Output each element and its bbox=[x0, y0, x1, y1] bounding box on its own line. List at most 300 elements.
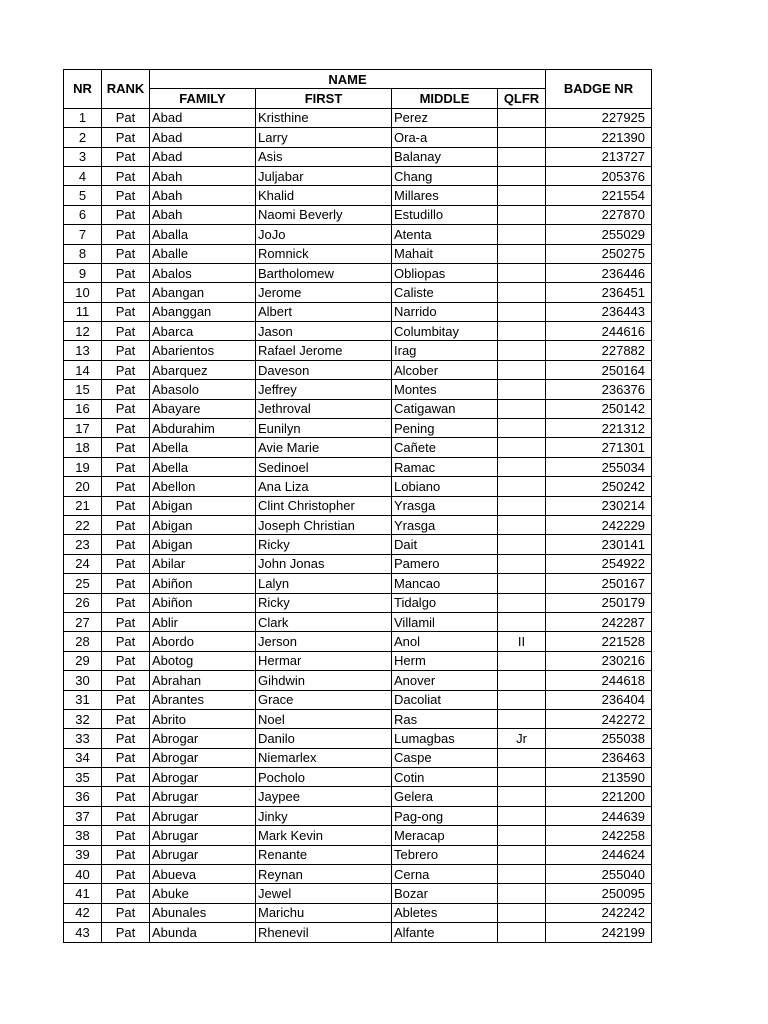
cell-first-name: Kristhine bbox=[256, 108, 392, 127]
cell-nr: 5 bbox=[64, 186, 102, 205]
cell-middle-name: Narrido bbox=[392, 302, 498, 321]
cell-badge-nr: 213590 bbox=[546, 768, 652, 787]
cell-rank: Pat bbox=[102, 671, 150, 690]
cell-rank: Pat bbox=[102, 729, 150, 748]
table-row bbox=[64, 225, 652, 244]
cell-first-name: Danilo bbox=[256, 729, 392, 748]
cell-badge-nr: 227870 bbox=[546, 205, 652, 224]
header-badge-nr: BADGE NR bbox=[546, 70, 652, 109]
cell-rank: Pat bbox=[102, 554, 150, 573]
cell-badge-nr: 250242 bbox=[546, 477, 652, 496]
cell-middle-name: Chang bbox=[392, 166, 498, 185]
cell-first-name: Naomi Beverly bbox=[256, 205, 392, 224]
cell-rank: Pat bbox=[102, 147, 150, 166]
cell-rank: Pat bbox=[102, 574, 150, 593]
table-row bbox=[64, 593, 652, 612]
cell-family-name: Abah bbox=[150, 205, 256, 224]
cell-first-name: Jinky bbox=[256, 806, 392, 825]
cell-qualifier bbox=[498, 128, 546, 147]
table-row bbox=[64, 399, 652, 418]
cell-badge-nr: 236376 bbox=[546, 380, 652, 399]
cell-family-name: Abrogar bbox=[150, 768, 256, 787]
cell-family-name: Abad bbox=[150, 108, 256, 127]
cell-badge-nr: 244618 bbox=[546, 671, 652, 690]
cell-family-name: Abuke bbox=[150, 884, 256, 903]
table-row bbox=[64, 457, 652, 476]
cell-first-name: Daveson bbox=[256, 360, 392, 379]
cell-badge-nr: 242242 bbox=[546, 903, 652, 922]
cell-nr: 21 bbox=[64, 496, 102, 515]
cell-middle-name: Cotin bbox=[392, 768, 498, 787]
cell-qualifier bbox=[498, 709, 546, 728]
cell-badge-nr: 213727 bbox=[546, 147, 652, 166]
cell-nr: 32 bbox=[64, 709, 102, 728]
cell-badge-nr: 250179 bbox=[546, 593, 652, 612]
cell-family-name: Abrugar bbox=[150, 787, 256, 806]
cell-badge-nr: 221554 bbox=[546, 186, 652, 205]
cell-rank: Pat bbox=[102, 787, 150, 806]
cell-badge-nr: 250275 bbox=[546, 244, 652, 263]
table-row bbox=[64, 903, 652, 922]
cell-nr: 4 bbox=[64, 166, 102, 185]
cell-qualifier bbox=[498, 380, 546, 399]
cell-badge-nr: 242272 bbox=[546, 709, 652, 728]
cell-badge-nr: 221312 bbox=[546, 419, 652, 438]
cell-badge-nr: 250164 bbox=[546, 360, 652, 379]
cell-family-name: Abunda bbox=[150, 923, 256, 942]
cell-qualifier bbox=[498, 865, 546, 884]
table-row bbox=[64, 923, 652, 942]
table-row bbox=[64, 128, 652, 147]
cell-middle-name: Ras bbox=[392, 709, 498, 728]
cell-nr: 6 bbox=[64, 205, 102, 224]
cell-rank: Pat bbox=[102, 128, 150, 147]
cell-middle-name: Mahait bbox=[392, 244, 498, 263]
cell-family-name: Abigan bbox=[150, 535, 256, 554]
cell-middle-name: Yrasga bbox=[392, 515, 498, 534]
cell-first-name: Jerome bbox=[256, 283, 392, 302]
cell-family-name: Abasolo bbox=[150, 380, 256, 399]
cell-first-name: Rhenevil bbox=[256, 923, 392, 942]
cell-family-name: Abigan bbox=[150, 496, 256, 515]
cell-family-name: Abellon bbox=[150, 477, 256, 496]
cell-rank: Pat bbox=[102, 826, 150, 845]
cell-rank: Pat bbox=[102, 612, 150, 631]
cell-rank: Pat bbox=[102, 186, 150, 205]
cell-family-name: Abigan bbox=[150, 515, 256, 534]
cell-qualifier bbox=[498, 593, 546, 612]
table-row bbox=[64, 438, 652, 457]
cell-nr: 20 bbox=[64, 477, 102, 496]
cell-family-name: Aballa bbox=[150, 225, 256, 244]
cell-first-name: Niemarlex bbox=[256, 748, 392, 767]
cell-qualifier bbox=[498, 806, 546, 825]
cell-badge-nr: 271301 bbox=[546, 438, 652, 457]
cell-family-name: Abiñon bbox=[150, 574, 256, 593]
cell-badge-nr: 250167 bbox=[546, 574, 652, 593]
cell-qualifier bbox=[498, 302, 546, 321]
cell-rank: Pat bbox=[102, 806, 150, 825]
table-row bbox=[64, 632, 652, 651]
cell-first-name: Clark bbox=[256, 612, 392, 631]
cell-rank: Pat bbox=[102, 515, 150, 534]
cell-first-name: Rafael Jerome bbox=[256, 341, 392, 360]
cell-qualifier bbox=[498, 845, 546, 864]
cell-rank: Pat bbox=[102, 225, 150, 244]
cell-middle-name: Perez bbox=[392, 108, 498, 127]
cell-nr: 31 bbox=[64, 690, 102, 709]
cell-nr: 14 bbox=[64, 360, 102, 379]
cell-first-name: Renante bbox=[256, 845, 392, 864]
cell-rank: Pat bbox=[102, 263, 150, 282]
cell-qualifier: Jr bbox=[498, 729, 546, 748]
cell-qualifier bbox=[498, 438, 546, 457]
table-row bbox=[64, 709, 652, 728]
cell-badge-nr: 244639 bbox=[546, 806, 652, 825]
cell-qualifier bbox=[498, 225, 546, 244]
cell-nr: 43 bbox=[64, 923, 102, 942]
cell-nr: 8 bbox=[64, 244, 102, 263]
table-body bbox=[64, 108, 652, 942]
cell-first-name: Avie Marie bbox=[256, 438, 392, 457]
cell-family-name: Ablir bbox=[150, 612, 256, 631]
cell-nr: 3 bbox=[64, 147, 102, 166]
cell-qualifier bbox=[498, 166, 546, 185]
table-row bbox=[64, 108, 652, 127]
table-row bbox=[64, 147, 652, 166]
table-row bbox=[64, 496, 652, 515]
cell-rank: Pat bbox=[102, 496, 150, 515]
header-qlfr: QLFR bbox=[498, 89, 546, 108]
cell-qualifier bbox=[498, 612, 546, 631]
cell-rank: Pat bbox=[102, 923, 150, 942]
cell-middle-name: Villamil bbox=[392, 612, 498, 631]
cell-family-name: Abrito bbox=[150, 709, 256, 728]
cell-badge-nr: 254922 bbox=[546, 554, 652, 573]
cell-middle-name: Atenta bbox=[392, 225, 498, 244]
cell-family-name: Abordo bbox=[150, 632, 256, 651]
cell-badge-nr: 230141 bbox=[546, 535, 652, 554]
cell-badge-nr: 255040 bbox=[546, 865, 652, 884]
cell-rank: Pat bbox=[102, 419, 150, 438]
cell-qualifier bbox=[498, 923, 546, 942]
cell-middle-name: Anover bbox=[392, 671, 498, 690]
cell-first-name: Lalyn bbox=[256, 574, 392, 593]
cell-nr: 22 bbox=[64, 515, 102, 534]
table-row bbox=[64, 166, 652, 185]
cell-nr: 30 bbox=[64, 671, 102, 690]
cell-qualifier bbox=[498, 748, 546, 767]
cell-middle-name: Balanay bbox=[392, 147, 498, 166]
cell-nr: 29 bbox=[64, 651, 102, 670]
cell-middle-name: Alcober bbox=[392, 360, 498, 379]
cell-middle-name: Cañete bbox=[392, 438, 498, 457]
cell-badge-nr: 236451 bbox=[546, 283, 652, 302]
cell-badge-nr: 244624 bbox=[546, 845, 652, 864]
cell-middle-name: Lumagbas bbox=[392, 729, 498, 748]
header-family: FAMILY bbox=[150, 89, 256, 108]
cell-nr: 34 bbox=[64, 748, 102, 767]
cell-nr: 10 bbox=[64, 283, 102, 302]
cell-qualifier bbox=[498, 574, 546, 593]
cell-family-name: Abayare bbox=[150, 399, 256, 418]
table-row bbox=[64, 535, 652, 554]
cell-first-name: Sedinoel bbox=[256, 457, 392, 476]
cell-family-name: Abah bbox=[150, 186, 256, 205]
table-row bbox=[64, 186, 652, 205]
cell-family-name: Abilar bbox=[150, 554, 256, 573]
cell-qualifier bbox=[498, 826, 546, 845]
cell-first-name: Clint Christopher bbox=[256, 496, 392, 515]
header-name: NAME bbox=[150, 70, 546, 89]
header-middle: MIDDLE bbox=[392, 89, 498, 108]
cell-family-name: Abdurahim bbox=[150, 419, 256, 438]
cell-badge-nr: 221528 bbox=[546, 632, 652, 651]
cell-middle-name: Gelera bbox=[392, 787, 498, 806]
cell-rank: Pat bbox=[102, 360, 150, 379]
cell-qualifier bbox=[498, 360, 546, 379]
cell-rank: Pat bbox=[102, 845, 150, 864]
cell-rank: Pat bbox=[102, 593, 150, 612]
table-row bbox=[64, 205, 652, 224]
table-row bbox=[64, 748, 652, 767]
cell-badge-nr: 227925 bbox=[546, 108, 652, 127]
cell-badge-nr: 250142 bbox=[546, 399, 652, 418]
cell-first-name: Gihdwin bbox=[256, 671, 392, 690]
cell-first-name: Jerson bbox=[256, 632, 392, 651]
cell-first-name: Ricky bbox=[256, 535, 392, 554]
cell-rank: Pat bbox=[102, 709, 150, 728]
cell-nr: 18 bbox=[64, 438, 102, 457]
cell-family-name: Abangan bbox=[150, 283, 256, 302]
cell-middle-name: Pag-ong bbox=[392, 806, 498, 825]
cell-qualifier bbox=[498, 477, 546, 496]
cell-first-name: Ricky bbox=[256, 593, 392, 612]
cell-middle-name: Meracap bbox=[392, 826, 498, 845]
cell-middle-name: Anol bbox=[392, 632, 498, 651]
cell-badge-nr: 242229 bbox=[546, 515, 652, 534]
cell-family-name: Abiñon bbox=[150, 593, 256, 612]
table-row bbox=[64, 419, 652, 438]
table-row bbox=[64, 826, 652, 845]
cell-middle-name: Alfante bbox=[392, 923, 498, 942]
cell-rank: Pat bbox=[102, 748, 150, 767]
cell-qualifier bbox=[498, 283, 546, 302]
cell-rank: Pat bbox=[102, 244, 150, 263]
table-row bbox=[64, 322, 652, 341]
cell-family-name: Abrogar bbox=[150, 729, 256, 748]
cell-nr: 16 bbox=[64, 399, 102, 418]
table-row bbox=[64, 283, 652, 302]
cell-middle-name: Millares bbox=[392, 186, 498, 205]
cell-qualifier bbox=[498, 515, 546, 534]
cell-first-name: Jewel bbox=[256, 884, 392, 903]
cell-family-name: Abrugar bbox=[150, 845, 256, 864]
cell-middle-name: Tidalgo bbox=[392, 593, 498, 612]
cell-middle-name: Lobiano bbox=[392, 477, 498, 496]
table-row bbox=[64, 787, 652, 806]
cell-rank: Pat bbox=[102, 283, 150, 302]
cell-first-name: John Jonas bbox=[256, 554, 392, 573]
cell-middle-name: Montes bbox=[392, 380, 498, 399]
cell-middle-name: Columbitay bbox=[392, 322, 498, 341]
cell-first-name: Jaypee bbox=[256, 787, 392, 806]
cell-qualifier bbox=[498, 903, 546, 922]
cell-badge-nr: 221390 bbox=[546, 128, 652, 147]
cell-first-name: Marichu bbox=[256, 903, 392, 922]
cell-rank: Pat bbox=[102, 903, 150, 922]
cell-rank: Pat bbox=[102, 457, 150, 476]
cell-first-name: Jason bbox=[256, 322, 392, 341]
cell-middle-name: Catigawan bbox=[392, 399, 498, 418]
cell-badge-nr: 236463 bbox=[546, 748, 652, 767]
cell-qualifier bbox=[498, 419, 546, 438]
cell-badge-nr: 221200 bbox=[546, 787, 652, 806]
cell-badge-nr: 236446 bbox=[546, 263, 652, 282]
cell-nr: 9 bbox=[64, 263, 102, 282]
cell-badge-nr: 255034 bbox=[546, 457, 652, 476]
cell-family-name: Abueva bbox=[150, 865, 256, 884]
cell-qualifier bbox=[498, 496, 546, 515]
cell-family-name: Abella bbox=[150, 457, 256, 476]
cell-rank: Pat bbox=[102, 438, 150, 457]
cell-first-name: Asis bbox=[256, 147, 392, 166]
cell-family-name: Abrogar bbox=[150, 748, 256, 767]
table-header bbox=[64, 70, 652, 109]
cell-qualifier bbox=[498, 690, 546, 709]
cell-nr: 39 bbox=[64, 845, 102, 864]
cell-middle-name: Irag bbox=[392, 341, 498, 360]
cell-nr: 27 bbox=[64, 612, 102, 631]
table-row bbox=[64, 768, 652, 787]
cell-nr: 12 bbox=[64, 322, 102, 341]
cell-nr: 11 bbox=[64, 302, 102, 321]
table-row bbox=[64, 865, 652, 884]
cell-qualifier bbox=[498, 768, 546, 787]
cell-nr: 1 bbox=[64, 108, 102, 127]
cell-middle-name: Dacoliat bbox=[392, 690, 498, 709]
cell-nr: 25 bbox=[64, 574, 102, 593]
cell-qualifier bbox=[498, 205, 546, 224]
cell-nr: 33 bbox=[64, 729, 102, 748]
cell-nr: 26 bbox=[64, 593, 102, 612]
cell-rank: Pat bbox=[102, 341, 150, 360]
cell-first-name: Ana Liza bbox=[256, 477, 392, 496]
personnel-roster-table bbox=[63, 69, 652, 943]
cell-badge-nr: 250095 bbox=[546, 884, 652, 903]
cell-rank: Pat bbox=[102, 322, 150, 341]
cell-nr: 24 bbox=[64, 554, 102, 573]
cell-family-name: Abella bbox=[150, 438, 256, 457]
table-row bbox=[64, 651, 652, 670]
cell-nr: 13 bbox=[64, 341, 102, 360]
cell-family-name: Abarquez bbox=[150, 360, 256, 379]
cell-middle-name: Obliopas bbox=[392, 263, 498, 282]
cell-middle-name: Estudillo bbox=[392, 205, 498, 224]
cell-rank: Pat bbox=[102, 205, 150, 224]
cell-middle-name: Herm bbox=[392, 651, 498, 670]
cell-badge-nr: 236404 bbox=[546, 690, 652, 709]
cell-nr: 35 bbox=[64, 768, 102, 787]
cell-nr: 40 bbox=[64, 865, 102, 884]
cell-family-name: Abrugar bbox=[150, 826, 256, 845]
cell-nr: 15 bbox=[64, 380, 102, 399]
table-row bbox=[64, 690, 652, 709]
cell-badge-nr: 236443 bbox=[546, 302, 652, 321]
cell-nr: 37 bbox=[64, 806, 102, 825]
cell-middle-name: Tebrero bbox=[392, 845, 498, 864]
cell-qualifier bbox=[498, 244, 546, 263]
cell-family-name: Abarientos bbox=[150, 341, 256, 360]
cell-first-name: Pocholo bbox=[256, 768, 392, 787]
cell-nr: 36 bbox=[64, 787, 102, 806]
cell-family-name: Abarca bbox=[150, 322, 256, 341]
table-row bbox=[64, 302, 652, 321]
cell-nr: 28 bbox=[64, 632, 102, 651]
cell-family-name: Abrugar bbox=[150, 806, 256, 825]
cell-middle-name: Caspe bbox=[392, 748, 498, 767]
table-row bbox=[64, 729, 652, 748]
cell-rank: Pat bbox=[102, 768, 150, 787]
cell-rank: Pat bbox=[102, 884, 150, 903]
cell-nr: 19 bbox=[64, 457, 102, 476]
cell-badge-nr: 230216 bbox=[546, 651, 652, 670]
cell-rank: Pat bbox=[102, 865, 150, 884]
cell-first-name: JoJo bbox=[256, 225, 392, 244]
cell-middle-name: Caliste bbox=[392, 283, 498, 302]
table-row bbox=[64, 671, 652, 690]
cell-middle-name: Bozar bbox=[392, 884, 498, 903]
cell-family-name: Abotog bbox=[150, 651, 256, 670]
cell-qualifier bbox=[498, 322, 546, 341]
cell-middle-name: Abletes bbox=[392, 903, 498, 922]
cell-qualifier bbox=[498, 457, 546, 476]
cell-rank: Pat bbox=[102, 535, 150, 554]
cell-family-name: Aballe bbox=[150, 244, 256, 263]
cell-first-name: Jethroval bbox=[256, 399, 392, 418]
table-row bbox=[64, 477, 652, 496]
cell-qualifier bbox=[498, 671, 546, 690]
cell-qualifier bbox=[498, 535, 546, 554]
cell-qualifier bbox=[498, 554, 546, 573]
cell-family-name: Abunales bbox=[150, 903, 256, 922]
cell-qualifier bbox=[498, 108, 546, 127]
cell-family-name: Abrahan bbox=[150, 671, 256, 690]
cell-family-name: Abalos bbox=[150, 263, 256, 282]
cell-first-name: Romnick bbox=[256, 244, 392, 263]
cell-middle-name: Pamero bbox=[392, 554, 498, 573]
cell-middle-name: Ramac bbox=[392, 457, 498, 476]
cell-rank: Pat bbox=[102, 166, 150, 185]
cell-rank: Pat bbox=[102, 302, 150, 321]
cell-qualifier bbox=[498, 147, 546, 166]
table-row bbox=[64, 845, 652, 864]
cell-rank: Pat bbox=[102, 690, 150, 709]
table-row bbox=[64, 806, 652, 825]
cell-qualifier bbox=[498, 263, 546, 282]
cell-badge-nr: 242287 bbox=[546, 612, 652, 631]
cell-first-name: Noel bbox=[256, 709, 392, 728]
cell-middle-name: Dait bbox=[392, 535, 498, 554]
cell-rank: Pat bbox=[102, 477, 150, 496]
cell-first-name: Khalid bbox=[256, 186, 392, 205]
cell-rank: Pat bbox=[102, 651, 150, 670]
cell-qualifier bbox=[498, 399, 546, 418]
cell-family-name: Abah bbox=[150, 166, 256, 185]
header-nr: NR bbox=[64, 70, 102, 109]
cell-qualifier bbox=[498, 884, 546, 903]
table-row bbox=[64, 341, 652, 360]
